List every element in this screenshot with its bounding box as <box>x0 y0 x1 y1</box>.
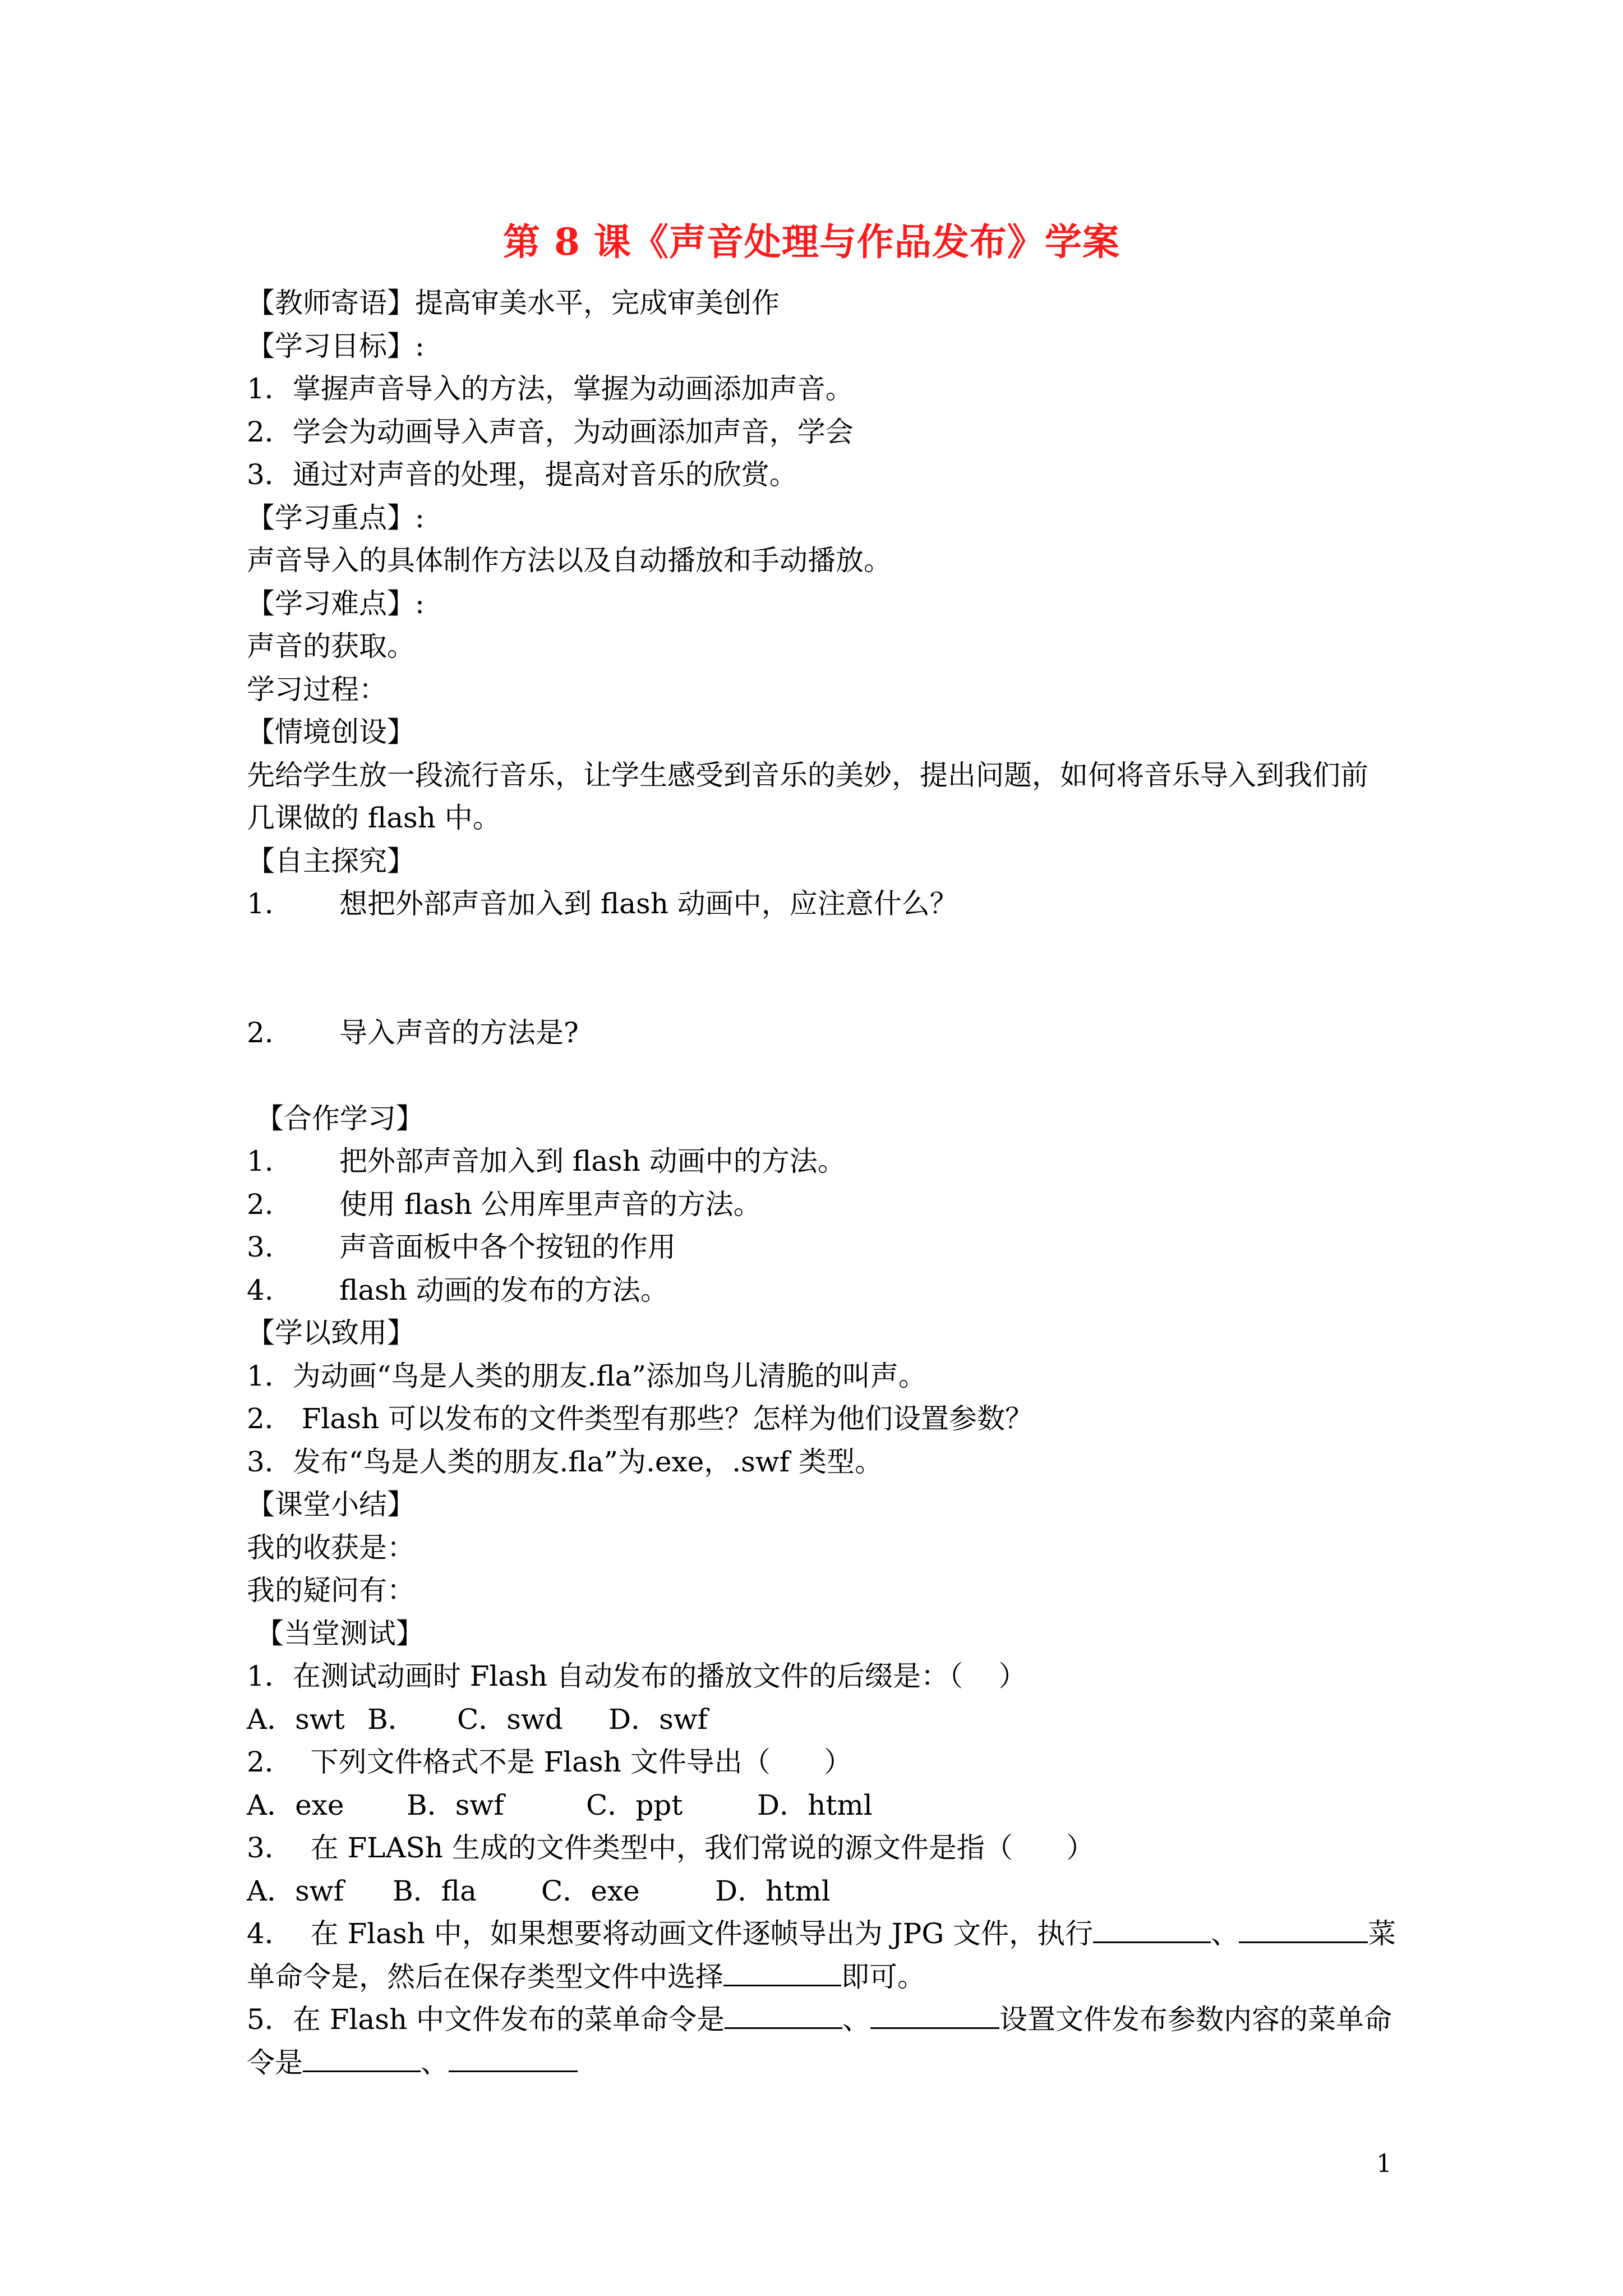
apply-item: 1．为动画“鸟是人类的朋友.fla”添加鸟儿清脆的叫声。 <box>247 1359 926 1392</box>
question-3: 3． 在 FLASh 生成的文件类型中，我们常说的源文件是指（ ） <box>247 1832 1095 1864</box>
question-4-text: 单命令是，然后在保存类型文件中选择 <box>247 1960 723 1993</box>
item-text: 想把外部声音加入到 flash 动画中，应注意什么？ <box>339 887 958 920</box>
process-label: 学习过程： <box>247 673 387 706</box>
apply-heading: 【学以致用】 <box>247 1317 415 1349</box>
item-number: 2. <box>247 1188 274 1221</box>
apply-item: 2． Flash 可以发布的文件类型有那些？怎样为他们设置参数？ <box>247 1402 1033 1435</box>
scenario-text: 先给学生放一段流行音乐，让学生感受到音乐的美妙，提出问题，如何将音乐导入到我们前几课做的 flash 中。 <box>247 758 1368 834</box>
objective-item: 2．学会为动画导入声音，为动画添加声音，学会 <box>247 415 854 448</box>
item-number: 3. <box>247 1231 274 1263</box>
coop-item <box>247 1183 1391 1226</box>
coop-heading: 【合作学习】 <box>247 1102 424 1135</box>
question-1: 1．在测试动画时 Flash 自动发布的播放文件的后缀是：（ ） <box>247 1660 1027 1692</box>
answer-space <box>247 926 1391 1011</box>
item-number: 1. <box>247 887 274 920</box>
separator: 、 <box>421 2046 449 2079</box>
question-4-text: 菜 <box>1368 1917 1396 1950</box>
document-body <box>247 282 1396 2084</box>
question-4-text: 4． 在 Flash 中，如果想要将动画文件逐帧导出为 JPG 文件，执行 <box>247 1917 1094 1950</box>
question-2: 2． 下列文件格式不是 Flash 文件导出（ ） <box>247 1746 852 1778</box>
option: B．swf <box>407 1788 504 1821</box>
scenario-heading: 【情境创设】 <box>247 716 415 748</box>
answer-blank <box>725 2000 842 2029</box>
test-heading: 【当堂测试】 <box>247 1617 424 1650</box>
objectives-heading: 【学习目标】: <box>247 329 425 362</box>
item-text: 把外部声音加入到 flash 动画中的方法。 <box>339 1145 846 1177</box>
page-number: 1 <box>1376 2150 1392 2178</box>
question-3-options <box>247 1870 1391 1913</box>
explore-item <box>247 1011 1391 1055</box>
objective-item: 1．掌握声音导入的方法，掌握为动画添加声音。 <box>247 372 854 405</box>
answer-blank <box>870 2000 999 2029</box>
item-text: flash 动画的发布的方法。 <box>339 1273 668 1306</box>
question-2-options <box>247 1784 1391 1827</box>
answer-blank <box>303 2044 421 2072</box>
item-number: 4. <box>247 1273 274 1306</box>
answer-blank <box>1239 1915 1368 1943</box>
item-text: 声音面板中各个按钮的作用 <box>339 1231 676 1263</box>
apply-item: 3．发布“鸟是人类的朋友.fla”为.exe，.swf 类型。 <box>247 1445 883 1478</box>
option: C．swd <box>457 1703 563 1736</box>
question-5-line-2 <box>247 2041 1391 2085</box>
question-5-text: 5．在 Flash 中文件发布的菜单命令是 <box>247 2003 725 2036</box>
question-5-text: 令是 <box>247 2046 303 2079</box>
coop-item <box>247 1140 1391 1183</box>
difficulty-heading: 【学习难点】: <box>247 587 425 620</box>
item-text: 使用 flash 公用库里声音的方法。 <box>339 1188 762 1221</box>
option: D．html <box>715 1874 831 1907</box>
key-points-heading: 【学习重点】: <box>247 501 425 534</box>
option: A．swt <box>247 1703 345 1736</box>
summary-question: 我的疑问有： <box>247 1574 415 1607</box>
option: A．swf <box>247 1874 344 1907</box>
separator: 、 <box>1211 1917 1239 1950</box>
objective-item: 3．通过对声音的处理，提高对音乐的欣赏。 <box>247 458 797 491</box>
option: C．ppt <box>586 1788 683 1821</box>
item-number: 2. <box>247 1016 274 1049</box>
question-1-options <box>247 1698 1391 1741</box>
explore-item <box>247 882 1391 926</box>
answer-blank <box>449 2044 578 2072</box>
summary-heading: 【课堂小结】 <box>247 1488 415 1521</box>
answer-space <box>247 1054 1391 1097</box>
coop-item <box>247 1269 1391 1312</box>
explore-heading: 【自主探究】 <box>247 844 415 877</box>
question-4-line-1 <box>247 1912 1396 1955</box>
key-points-text: 声音导入的具体制作方法以及自动播放和手动播放。 <box>247 544 892 577</box>
option: D．swf <box>608 1703 708 1736</box>
item-number: 1. <box>247 1145 274 1177</box>
answer-blank <box>723 1958 841 1986</box>
item-text: 导入声音的方法是? <box>339 1016 579 1049</box>
option: C．exe <box>541 1874 640 1907</box>
question-5-text: 设置文件发布参数内容的菜单命 <box>999 2003 1392 2036</box>
question-4-line-2 <box>247 1955 1391 1999</box>
option: B． <box>367 1703 416 1736</box>
option: A．exe <box>247 1788 344 1821</box>
option: B．fla <box>393 1874 477 1907</box>
question-4-text: 即可。 <box>841 1960 925 1993</box>
option: D．html <box>757 1788 873 1821</box>
answer-blank <box>1093 1915 1211 1943</box>
teacher-message: 【教师寄语】提高审美水平，完成审美创作 <box>247 287 780 319</box>
document-title: 第 8 课《声音处理与作品发布》学案 <box>503 220 1120 264</box>
summary-gain: 我的收获是： <box>247 1531 415 1564</box>
difficulty-text: 声音的获取。 <box>247 630 415 662</box>
separator: 、 <box>842 2003 870 2036</box>
question-5-line-1 <box>247 1998 1391 2041</box>
coop-item <box>247 1226 1391 1269</box>
